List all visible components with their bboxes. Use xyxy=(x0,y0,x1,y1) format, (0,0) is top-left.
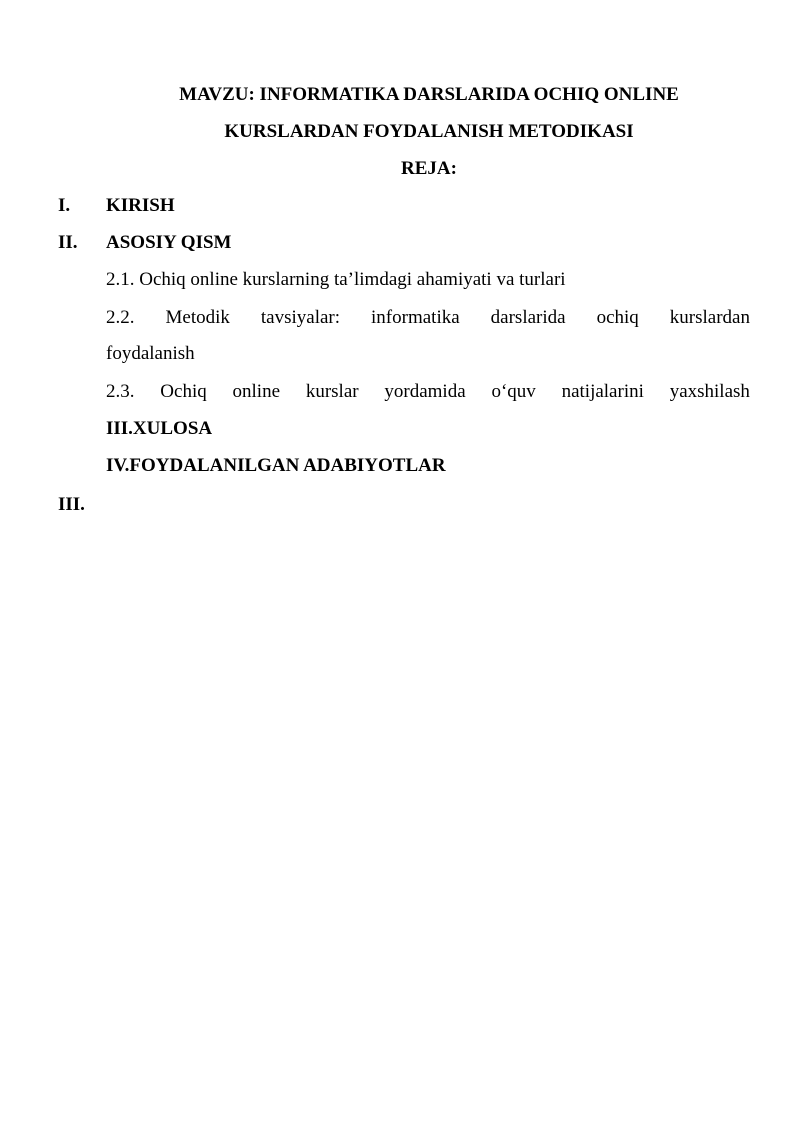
subitem-2-3-word: online xyxy=(232,381,281,402)
subitem-2-2-word: darslarida xyxy=(490,307,566,328)
subitem-2-2-word: ochiq xyxy=(596,307,639,328)
outline-subitem-2-3 xyxy=(106,380,750,404)
outline-trailing-number: III. xyxy=(58,494,85,515)
outline-item-intro: KIRISH xyxy=(106,195,175,216)
subitem-2-2-word: Metodik xyxy=(165,307,230,328)
outline-item-references: IV.FOYDALANILGAN ADABIYOTLAR xyxy=(106,455,446,476)
subitem-2-2-word: 2.2. xyxy=(106,307,135,328)
subitem-2-2-word: kurslardan xyxy=(669,307,750,328)
outline-subitem-2-2 xyxy=(106,306,750,330)
outline-item-main: ASOSIY QISM xyxy=(106,232,232,253)
subitem-2-3-word: 2.3. xyxy=(106,381,135,402)
document-title-line-2: KURSLARDAN FOYDALANISH METODIKASI xyxy=(224,121,634,142)
outline-number-intro: I. xyxy=(58,195,71,216)
subitem-2-3-word: kurslar xyxy=(305,381,359,402)
subitem-2-3-word: yordamida xyxy=(384,381,466,402)
outline-subitem-2-2-continuation: foydalanish xyxy=(106,343,195,364)
document-title-line-1: MAVZU: INFORMATIKA DARSLARIDA OCHIQ ONLINE xyxy=(179,84,679,105)
outline-number-main: II. xyxy=(58,232,78,253)
outline-item-conclusion: III.XULOSA xyxy=(106,418,213,439)
subitem-2-3-word: o‘quv xyxy=(491,381,536,402)
outline-subitem-2-1: 2.1. Ochiq online kurslarning ta’limdagi ahamiyati va turlari xyxy=(106,269,566,290)
subitem-2-3-word: natijalarini xyxy=(561,381,644,402)
subitem-2-2-word: tavsiyalar: xyxy=(260,307,341,328)
subitem-2-3-word: yaxshilash xyxy=(669,381,750,402)
subitem-2-2-word: informatika xyxy=(371,307,460,328)
plan-heading: REJA: xyxy=(401,158,457,179)
subitem-2-3-word: Ochiq xyxy=(160,381,207,402)
